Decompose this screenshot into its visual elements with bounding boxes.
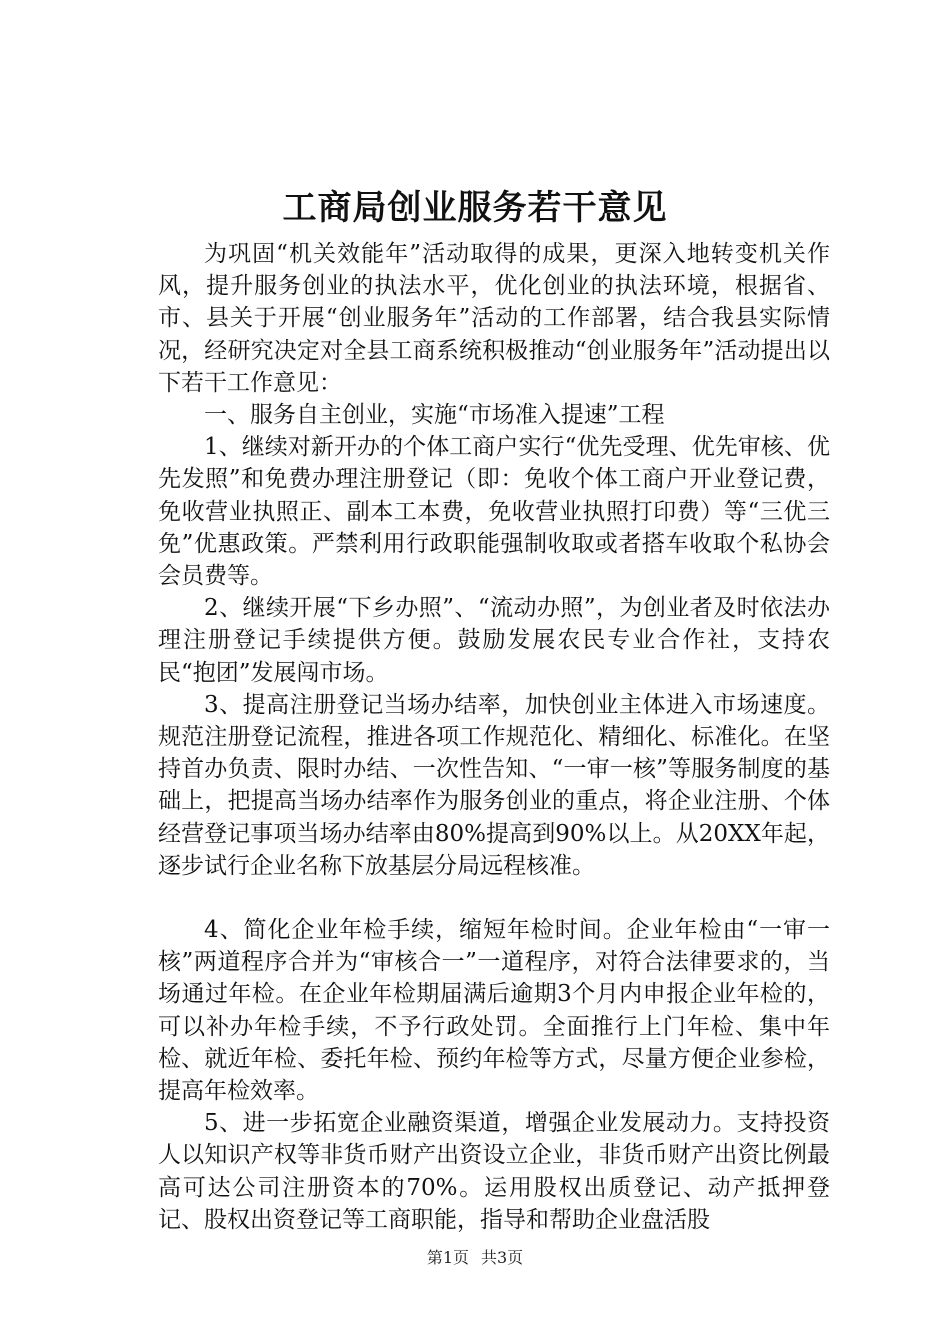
document-title: 工商局创业服务若干意见 <box>282 188 668 228</box>
paragraph-section-heading: 一、服务自主创业，实施“市场准入提速”工程 <box>204 402 665 429</box>
paragraph-item-1: 1、继续对新开办的个体工商户实行“优先受理、优先审核、优先发照”和免费办理注册登记（即：免收个体工商户开业登记费，免收营业执照正、副本工本费，免收营业执照打印费）等“三优三免”优惠政策。严禁利用行政职能强制收取或者搭车收取个私协会会员费等。 <box>158 434 830 590</box>
page-number: 第1页 <box>426 1248 469 1267</box>
paragraph-intro: 为巩固“机关效能年”活动取得的成果，更深入地转变机关作风，提升服务创业的执法水平，优化创业的执法环境，根据省、市、县关于开展“创业服务年”活动的工作部署，结合我县实际情况，经研究决定对全县工商系统积极推动“创业服务年”活动提出以下若干工作意见： <box>158 241 830 396</box>
paragraph-item-2: 2、继续开展“下乡办照”、“流动办照”，为创业者及时依法办理注册登记手续提供方便。鼓励发展农民专业合作社，支持农民“抱团”发展闯市场。 <box>158 595 830 686</box>
paragraph-item-4: 4、简化企业年检手续，缩短年检时间。企业年检由“一审一核”两道程序合并为“审核合一”一道程序，对符合法律要求的，当场通过年检。在企业年检期届满后逾期3个月内申报企业年检的，可以补办年检手续，不予行政处罚。全面推行上门年检、集中年检、就近年检、委托年检、预约年检等方式，尽量方便企业参检，提高年检效率。 <box>158 917 830 1105</box>
document-body <box>158 238 830 1236</box>
paragraph-item-3: 3、提高注册登记当场办结率，加快创业主体进入市场速度。规范注册登记流程，推进各项工作规范化、精细化、标准化。在坚持首办负责、限时办结、一次性告知、“一审一核”等服务制度的基础上，把提高当场办结率作为服务创业的重点，将企业注册、个体经营登记事项当场办结率由80%提高到90%以上。从20XX年起，逐步试行企业名称下放基层分局远程核准。 <box>158 691 830 879</box>
paragraph-item-5: 5、进一步拓宽企业融资渠道，增强企业发展动力。支持投资人以知识产权等非货币财产出资设立企业，非货币财产出资比例最高可达公司注册资本的70%。运用股权出质登记、动产抵押登记、股权出资登记等工商职能，指导和帮助企业盘活股 <box>158 1110 830 1233</box>
page-total: 共3页 <box>481 1248 524 1267</box>
page-footer <box>0 1246 950 1270</box>
